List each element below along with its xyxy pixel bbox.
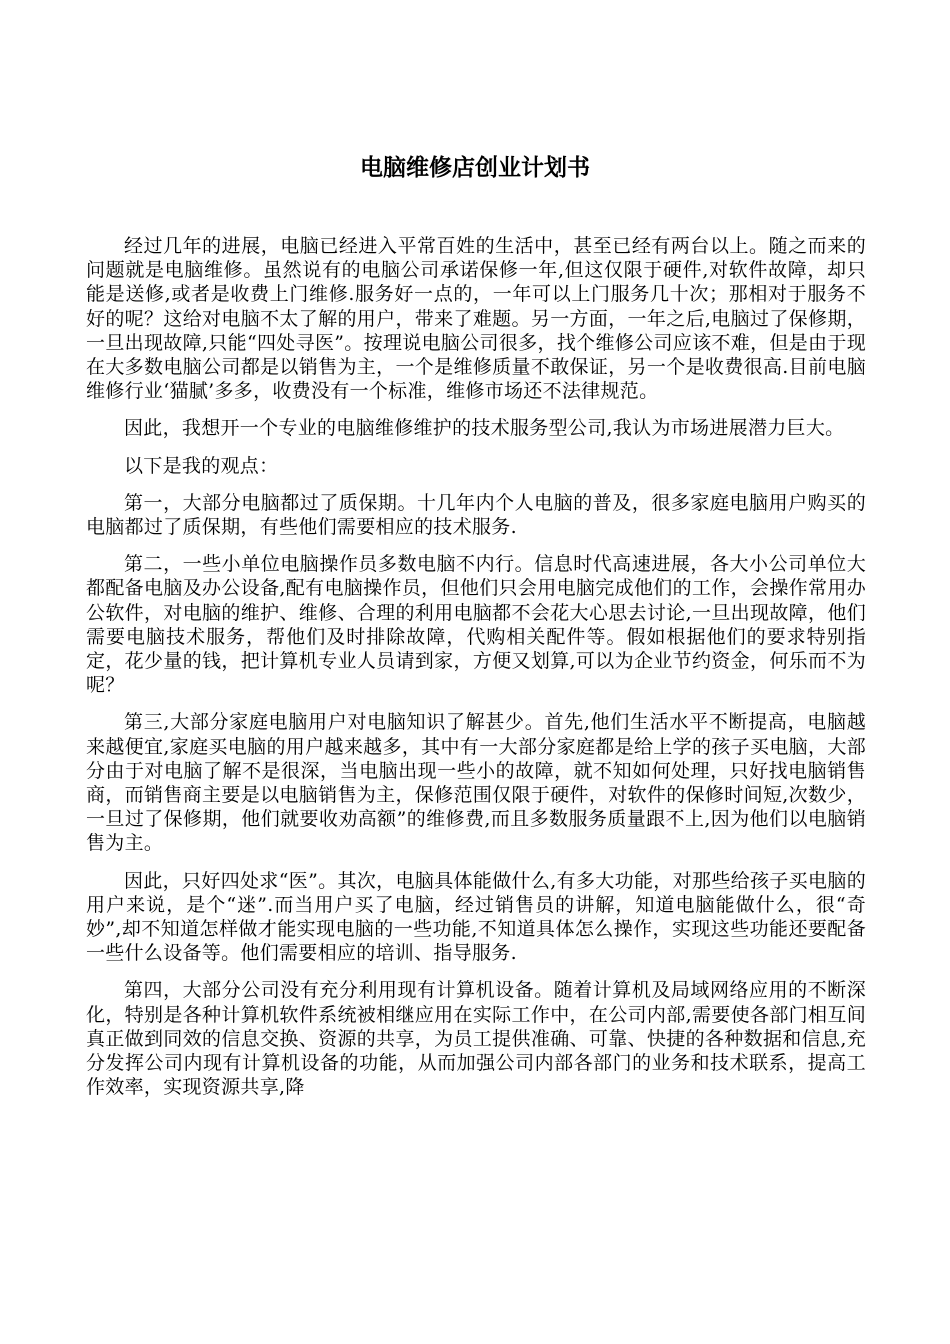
paragraph-point-two: 第二，一些小单位电脑操作员多数电脑不内行。信息时代高速进展，各大小公司单位大都配备电脑及办公设备,配有电脑操作员，但他们只会用电脑完成他们的工作，会操作常用办公软件，对电脑的维护、维修、合理的利用电脑都不会花大心思去讨论,一旦出现故障，他们需要电脑技术服务，帮他们及时排除故障，代购相关配件等。假如根据他们的要求特别指定，花少量的钱，把计算机专业人员请到家，方便又划算,可以为企业节约资金，何乐而不为呢？ xyxy=(86,553,866,697)
paragraph-point-three: 第三,大部分家庭电脑用户对电脑知识了解甚少。首先,他们生活水平不断提高，电脑越来越便宜,家庭买电脑的用户越来越多，其中有一大部分家庭都是给上学的孩子买电脑，大部分由于对电脑了解不是很深，当电脑出现一些小的故障，就不知如何处理，只好找电脑销售商，而销售商主要是以电脑销售为主，保修范围仅限于硬件，对软件的保修时间短,次数少，一旦过了保修期，他们就要收劝高额”的维修费,而且多数服务质量跟不上,因为他们以电脑销售为主。 xyxy=(86,711,866,855)
paragraph-viewpoints-heading: 以下是我的观点： xyxy=(124,454,279,477)
paragraph-intro: 经过几年的进展，电脑已经进入平常百姓的生活中，甚至已经有两台以上。随之而来的问题就是电脑维修。虽然说有的电脑公司承诺保修一年,但这仅限于硬件,对软件故障，却只能是送修,或者是收费上门维修.服务好一点的，一年可以上门服务几十次；那相对于服务不好的呢？这给对电脑不太了解的用户，带来了难题。另一方面，一年之后,电脑过了保修期，一旦出现故障,只能“四处寻医”。按理说电脑公司很多，找个维修公司应该不难，但是由于现在大多数电脑公司都是以销售为主，一个是维修质量不敢保证，另一个是收费很高.目前电脑维修行业‘猫腻’多多，收费没有一个标准，维修市场还不法律规范。 xyxy=(86,235,866,403)
paragraph-point-four: 第四，大部分公司没有充分利用现有计算机设备。随着计算机及局域网络应用的不断深化，特别是各种计算机软件系统被相继应用在实际工作中，在公司内部,需要使各部门相互间真正做到同效的信息交换、资源的共享，为员工提供准确、可靠、快捷的各种数据和信息,充分发挥公司内现有计算机设备的功能，从而加强公司内部各部门的业务和技术联系，提高工作效率，实现资源共享,降 xyxy=(86,979,866,1099)
paragraph-motivation: 因此，我想开一个专业的电脑维修维护的技术服务型公司,我认为市场进展潜力巨大。 xyxy=(124,417,845,440)
document-body xyxy=(86,234,866,1113)
paragraph-point-three-cont: 因此，只好四处求“医”。其次，电脑具体能做什么,有多大功能，对那些给孩子买电脑的用户来说，是个“迷”.而当用户买了电脑，经过销售员的讲解，知道电脑能做什么，很“奇妙”,却不知道怎样做才能实现电脑的一些功能,不知道具体怎么操作，实现这些功能还要配备一些什么设备等。他们需要相应的培训、指导服务. xyxy=(86,869,866,965)
document-title: 电脑维修店创业计划书 xyxy=(360,155,590,181)
paragraph-point-one: 第一，大部分电脑都过了质保期。十几年内个人电脑的普及，很多家庭电脑用户购买的电脑都过了质保期，有些他们需要相应的技术服务. xyxy=(86,491,866,539)
